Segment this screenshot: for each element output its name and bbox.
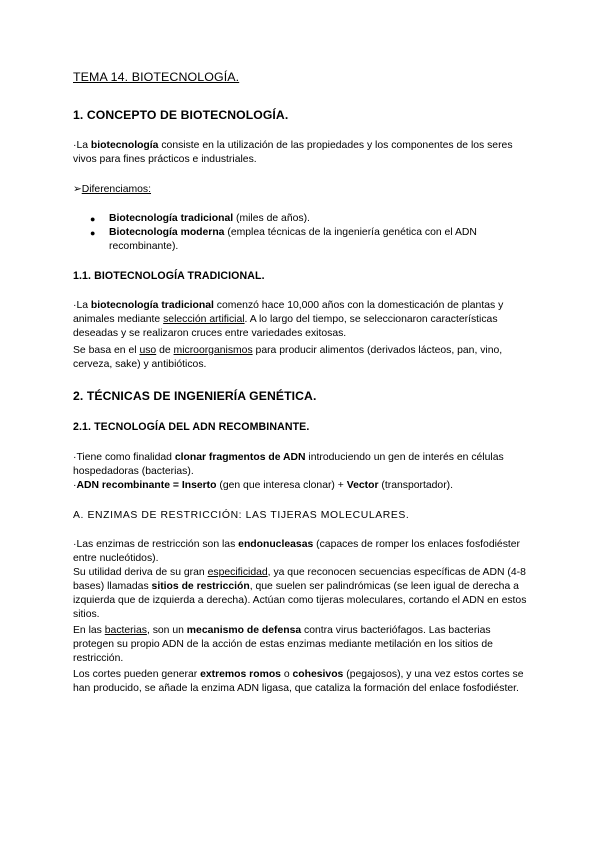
- section-1-1-heading: 1.1. BIOTECNOLOGÍA TRADICIONAL.: [73, 270, 265, 282]
- section-2-1-paragraph-5: En las bacterias, son un mecanismo de defensa contra virus bacteriófagos. Las bacterias protegen su propio ADN de la acción de estas enzimas mediante metilación en los sitios de restricción.: [73, 625, 493, 664]
- diferenciamos-label: Diferenciamos:: [81, 184, 152, 195]
- list-item: ● Biotecnología moderna (emplea técnicas de la ingeniería genética con el ADN recombinante).: [90, 227, 477, 252]
- section-2-1-paragraph-6: Los cortes pueden generar extremos romos o cohesivos (pegajosos), y una vez estos cortes se han producido, se añade la enzima ADN ligasa, que cataliza la formación del enlace fosfodiéster.: [73, 669, 524, 694]
- subsection-a-heading: A. ENZIMAS DE RESTRICCIÓN: LAS TIJERAS MOLECULARES.: [73, 510, 410, 521]
- section-2-1-paragraph-4: Su utilidad deriva de su gran especificidad, ya que reconocen secuencias específicas de ADN (4-8 bases) llamadas sitios de restricción, que suelen ser palindrómicas (se leen igual de derecha a izquierda que de izquierda a derecha). Actúan como tijeras moleculares, cortando el ADN en estos sitios.: [73, 567, 527, 620]
- section-2-heading: 2. TÉCNICAS DE INGENIERÍA GENÉTICA.: [73, 389, 317, 403]
- section-2-1-heading: 2.1. TECNOLOGÍA DEL ADN RECOMBINANTE.: [73, 421, 310, 433]
- section-2-1-paragraph-3: ·Las enzimas de restricción son las endonucleasas (capaces de romper los enlaces fosfodiéster entre nucleótidos).: [73, 539, 521, 564]
- section-1-paragraph: ·La biotecnología consiste en la utilización de las propiedades y los componentes de los seres vivos para fines prácticos e industriales.: [73, 140, 513, 165]
- bullet-list: [73, 212, 533, 254]
- bullet-dot-icon: ●: [90, 214, 96, 224]
- section-2-1-paragraph-1: ·Tiene como finalidad clonar fragmentos de ADN introduciendo un gen de interés en células hospedadoras (bacterias).: [73, 452, 504, 477]
- arrow-bullet-icon: ➢: [73, 184, 82, 195]
- section-1-heading: 1. CONCEPTO DE BIOTECNOLOGÍA.: [73, 108, 289, 122]
- section-1-1-paragraph-1: ·La biotecnología tradicional comenzó hace 10,000 años con la domesticación de plantas y animales mediante selección artificial. A lo largo del tiempo, se seleccionaron características deseadas y se realizaron cruces entre variedades exitosas.: [73, 300, 504, 339]
- section-2-1-paragraph-2: ·ADN recombinante = Inserto (gen que interesa clonar) + Vector (transportador).: [73, 480, 453, 491]
- bullet-dot-icon: ●: [90, 228, 96, 238]
- list-item: ● Biotecnología tradicional (miles de años).: [90, 213, 310, 224]
- section-1-1-paragraph-2: Se basa en el uso de microorganismos para producir alimentos (derivados lácteos, pan, vino, cerveza, sake) y antibióticos.: [73, 345, 503, 370]
- document-title: TEMA 14. BIOTECNOLOGÍA.: [73, 70, 240, 84]
- diferenciamos-line: [73, 183, 533, 197]
